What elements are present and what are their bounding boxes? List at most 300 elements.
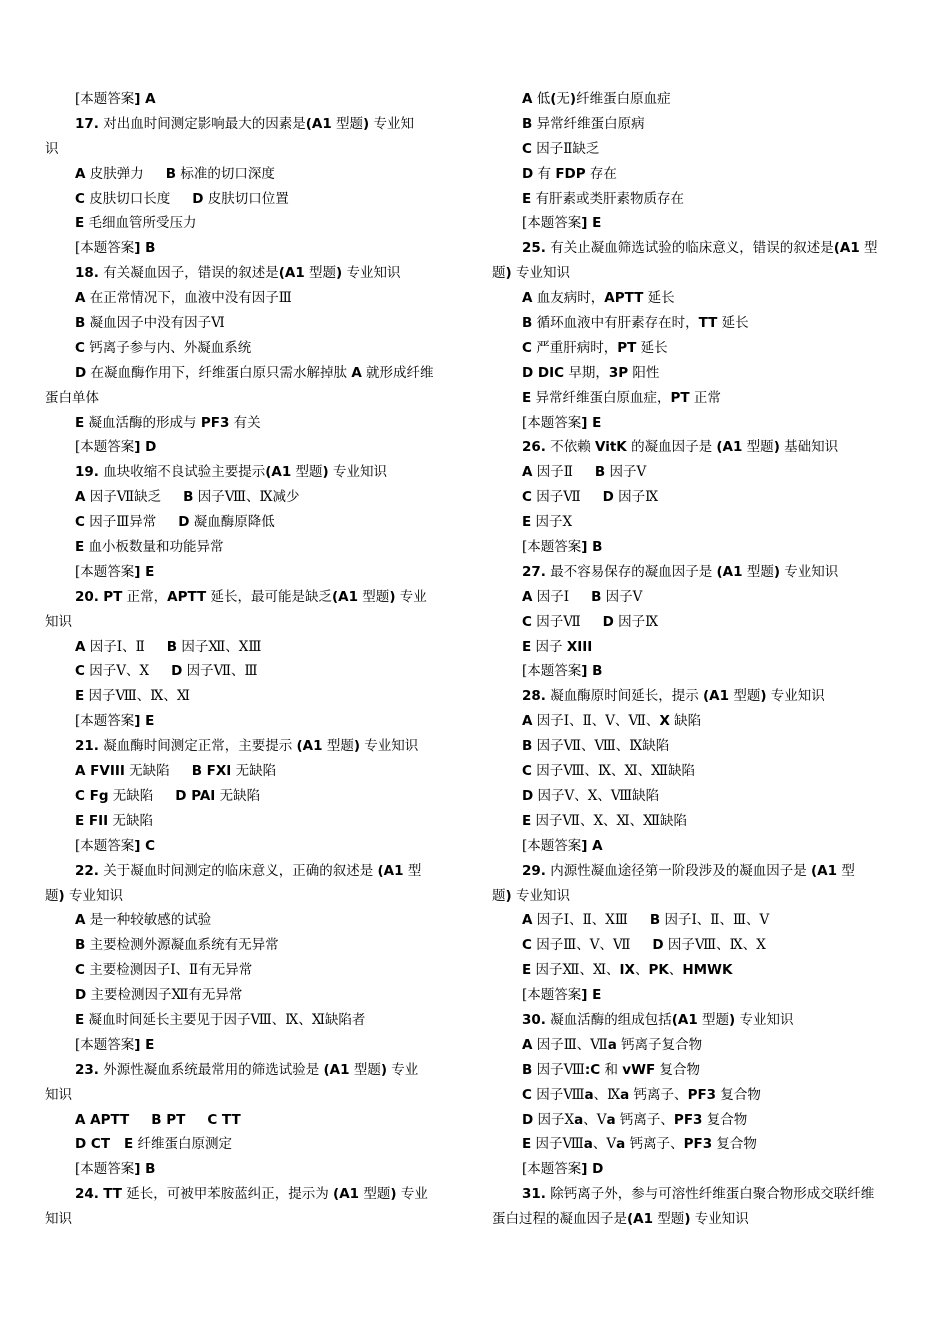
bold-text: C: [522, 140, 532, 157]
text-run: [本题答案: [75, 91, 135, 107]
text-run: 有: [533, 165, 556, 182]
text-line: [492, 1033, 912, 1058]
text-line: [492, 958, 912, 983]
text-run: 外源性凝血系统最常用的筛选试验是: [98, 1061, 324, 1078]
text-run: 早期，: [564, 364, 609, 381]
text-run: 因子Ⅱ缺乏: [531, 140, 600, 157]
text-run: 因子: [531, 638, 567, 655]
text-run: 无缺陷: [108, 812, 153, 829]
text-run: 型: [837, 862, 855, 879]
bold-text: B: [75, 937, 86, 954]
text-run: 有关止凝血筛选试验的临床意义，错误的叙述是: [545, 240, 834, 257]
text-run: 纤维蛋白原测定: [133, 1136, 233, 1153]
bold-text: TT: [698, 315, 718, 332]
text-run: 专业知识: [511, 265, 570, 282]
text-run: 知识: [45, 613, 72, 630]
bold-text: A APTT: [75, 1111, 130, 1128]
text-run: 异常纤维蛋白原病: [532, 115, 645, 132]
bold-text: ): [684, 1211, 691, 1228]
text-line: [45, 859, 465, 884]
bold-text: ): [760, 688, 767, 705]
bold-text: 28.: [522, 688, 546, 705]
text-run: [本题答案: [522, 215, 582, 232]
bold-text: B: [183, 489, 194, 506]
bold-text: C: [522, 613, 532, 630]
text-line: [492, 112, 912, 137]
text-run: [本题答案: [522, 663, 582, 680]
bold-text: ] D: [134, 439, 157, 456]
text-run: 因子Ⅷ、Ⅸ、Ⅺ、Ⅻ缺陷: [531, 763, 696, 780]
bold-text: C: [75, 663, 85, 680]
text-line: [45, 884, 465, 909]
text-line: [45, 983, 465, 1008]
text-run: 皮肤切口长度: [84, 190, 171, 207]
text-line: [492, 884, 912, 909]
text-run: 复合物: [702, 1111, 748, 1128]
bold-text: D PAI: [175, 787, 216, 804]
text-line: [45, 560, 465, 585]
text-run: 因子Ⅰ: [532, 588, 570, 605]
bold-text: 29.: [522, 862, 546, 879]
bold-text: ] E: [581, 215, 602, 232]
bold-text: ] D: [581, 1161, 604, 1178]
text-line: [492, 236, 912, 261]
text-run: 专业: [396, 1186, 428, 1203]
text-run: 型题: [742, 439, 774, 456]
text-line: [492, 834, 912, 859]
bold-text: A: [522, 588, 533, 605]
text-run: [本题答案: [522, 414, 582, 431]
bold-text: A: [75, 638, 86, 655]
text-run: 不依赖: [545, 439, 596, 456]
text-run: 知识: [45, 1211, 72, 1228]
text-line: [45, 336, 465, 361]
bold-text: ): [380, 1061, 387, 1078]
text-line: [492, 1083, 912, 1108]
bold-text: 26.: [522, 439, 546, 456]
text-line: [45, 784, 465, 809]
bold-text: (A1: [833, 240, 860, 257]
bold-text: A: [75, 290, 86, 307]
bold-text: ] E: [581, 414, 602, 431]
bold-text: (A1: [296, 738, 323, 755]
text-run: 正常: [689, 389, 721, 406]
text-line: [492, 460, 912, 485]
text-run: 内源性凝血途径第一阶段涉及的凝血因子是: [545, 862, 812, 879]
bold-text: C: [75, 514, 85, 531]
bold-text: 23.: [75, 1061, 99, 1078]
text-line: [45, 261, 465, 286]
bold-text: E: [75, 414, 85, 431]
bold-text: E: [522, 1136, 532, 1153]
text-run: 凝血酶原降低: [189, 514, 275, 531]
bold-text: B: [594, 464, 606, 481]
text-run: 复合物: [716, 1086, 761, 1103]
bold-text: ] E: [581, 987, 602, 1004]
text-line: [492, 1132, 912, 1157]
bold-text: ] B: [581, 663, 603, 680]
text-run: 和: [600, 1061, 623, 1078]
bold-text: a: [606, 1111, 616, 1128]
text-line: [45, 659, 465, 684]
bold-text: A: [522, 464, 533, 481]
bold-text: A: [75, 912, 86, 929]
bold-text: PF3: [200, 414, 230, 431]
text-run: 无: [556, 91, 570, 107]
text-run: 型题: [349, 1061, 381, 1078]
bold-text: (A1: [333, 1186, 360, 1203]
text-line: [45, 933, 465, 958]
bold-text: E: [522, 389, 532, 406]
bold-text: ): [390, 1186, 397, 1203]
bold-text: ): [505, 265, 512, 282]
text-run: 知识: [45, 1086, 72, 1103]
text-line: [45, 137, 465, 162]
text-run: 因子Ⅴ: [605, 464, 647, 481]
text-run: 毛细血管所受压力: [84, 215, 197, 232]
bold-text: E: [522, 812, 532, 829]
bold-text: ): [773, 563, 780, 580]
text-run: 型: [403, 862, 422, 879]
text-run: [本题答案: [75, 1036, 135, 1053]
bold-text: PT: [617, 339, 637, 356]
text-line: [492, 162, 912, 187]
text-run: 、: [668, 962, 683, 979]
bold-text: XIII: [566, 638, 593, 655]
text-run: 专业知识: [690, 1211, 749, 1228]
bold-text: B: [75, 315, 86, 332]
text-line: [492, 261, 912, 286]
text-line: [45, 1132, 465, 1157]
text-run: 因子Ⅰ、Ⅱ、Ⅴ、Ⅶ、: [532, 713, 660, 730]
bold-text: E: [75, 215, 85, 232]
bold-text: B PT: [151, 1111, 186, 1128]
text-run: 皮肤切口位置: [203, 190, 289, 207]
text-run: 因子Ⅶ、Ⅲ: [182, 663, 258, 680]
text-run: [本题答案: [75, 563, 135, 580]
text-run: 因子Ⅴ、Ⅹ: [84, 663, 150, 680]
text-run: 型题: [331, 115, 364, 132]
text-line: [492, 1157, 912, 1182]
text-line: [45, 834, 465, 859]
text-line: [492, 1058, 912, 1083]
bold-text: (A1: [278, 265, 305, 282]
bold-text: C TT: [207, 1111, 241, 1128]
bold-text: ] A: [581, 837, 603, 854]
text-line: [45, 112, 465, 137]
text-run: [本题答案: [522, 837, 582, 854]
bold-text: ] A: [134, 91, 156, 107]
text-line: [492, 535, 912, 560]
bold-text: 25.: [522, 240, 546, 257]
bold-text: E: [75, 688, 85, 705]
text-run: 专业知: [369, 115, 414, 132]
bold-text: :C: [584, 1061, 601, 1078]
text-run: 因子Ⅹ: [533, 1111, 575, 1128]
bold-text: ] B: [134, 240, 156, 257]
text-run: 是一种较敏感的试验: [85, 912, 212, 929]
text-line: [45, 411, 465, 436]
bold-text: A: [522, 713, 533, 730]
text-run: 因子Ⅷ、Ⅸ减少: [193, 489, 300, 506]
text-run: 因子Ⅶ缺乏: [85, 489, 162, 506]
text-line: [492, 610, 912, 635]
text-run: 就形成纤维: [361, 364, 434, 381]
bold-text: D: [171, 663, 183, 680]
bold-text: A: [75, 489, 86, 506]
bold-text: ): [363, 115, 370, 132]
text-run: 型题: [742, 563, 774, 580]
text-run: [本题答案: [522, 987, 582, 1004]
text-line: [492, 1008, 912, 1033]
bold-text: D: [602, 613, 614, 630]
bold-text: D: [522, 1111, 534, 1128]
text-run: 专业: [395, 588, 427, 605]
text-line: [45, 361, 465, 386]
text-run: 型: [859, 240, 878, 257]
text-run: 阳性: [628, 364, 660, 381]
text-run: [本题答案: [75, 439, 135, 456]
text-line: [45, 709, 465, 734]
text-line: [492, 386, 912, 411]
text-run: 因子Ⅶ: [531, 489, 581, 506]
left-column: [45, 87, 465, 1232]
bold-text: D: [75, 987, 87, 1004]
text-run: 复合物: [655, 1061, 700, 1078]
bold-text: D: [75, 364, 87, 381]
bold-text: A: [351, 364, 362, 381]
text-line: [492, 187, 912, 212]
text-line: [45, 1033, 465, 1058]
bold-text: C: [522, 763, 532, 780]
text-run: 正常，: [122, 588, 168, 605]
bold-text: E FII: [75, 812, 109, 829]
bold-text: IX: [619, 962, 635, 979]
text-run: 凝血酶原时间延长，提示: [545, 688, 704, 705]
text-run: 标准的切口深度: [176, 165, 275, 182]
bold-text: a: [583, 1136, 593, 1153]
text-run: 复合物: [712, 1136, 757, 1153]
text-line: [492, 485, 912, 510]
text-run: 凝血因子中没有因子Ⅵ: [85, 315, 225, 332]
bold-text: D CT: [75, 1136, 111, 1153]
text-line: [45, 485, 465, 510]
text-run: 因子Ⅶ、Ⅷ、Ⅸ缺陷: [532, 738, 670, 755]
text-line: [492, 435, 912, 460]
bold-text: C Fg: [75, 787, 109, 804]
text-line: [45, 535, 465, 560]
bold-text: 18.: [75, 265, 99, 282]
text-run: 延长，最可能是缺乏: [206, 588, 332, 605]
bold-text: C: [75, 190, 85, 207]
bold-text: ): [569, 91, 577, 107]
bold-text: PT: [670, 389, 690, 406]
bold-text: D: [652, 937, 664, 954]
text-run: 因子Ⅶ: [531, 613, 581, 630]
text-line: [45, 1008, 465, 1033]
text-run: 低: [532, 91, 551, 107]
bold-text: ] B: [581, 539, 603, 556]
text-run: 型题: [653, 1211, 685, 1228]
bold-text: ): [336, 265, 343, 282]
bold-text: a: [574, 1111, 584, 1128]
bold-text: (A1: [716, 439, 743, 456]
bold-text: ): [58, 887, 65, 904]
bold-text: D: [522, 787, 534, 804]
text-line: [492, 361, 912, 386]
bold-text: (A1: [811, 862, 838, 879]
text-line: [45, 1058, 465, 1083]
bold-text: PF3: [673, 1111, 703, 1128]
bold-text: B: [522, 738, 533, 755]
text-line: [492, 759, 912, 784]
text-line: [45, 286, 465, 311]
bold-text: (A1: [332, 588, 359, 605]
bold-text: TT: [103, 1186, 122, 1203]
text-line: [45, 1157, 465, 1182]
text-run: 题: [492, 887, 506, 904]
text-line: [492, 336, 912, 361]
text-run: 无缺陷: [231, 763, 277, 780]
bold-text: VitK: [595, 439, 627, 456]
text-line: [492, 560, 912, 585]
text-line: [45, 958, 465, 983]
bold-text: ] C: [134, 837, 156, 854]
text-run: 延长: [643, 290, 675, 307]
text-line: [492, 684, 912, 709]
text-run: 无缺陷: [108, 787, 154, 804]
text-run: 专业知识: [780, 563, 839, 580]
text-line: [492, 859, 912, 884]
text-run: 有关: [229, 414, 261, 431]
bold-text: A FVIII: [75, 763, 125, 780]
bold-text: 31.: [522, 1186, 546, 1203]
text-line: [492, 635, 912, 660]
bold-text: E: [522, 514, 532, 531]
bold-text: B: [522, 115, 533, 132]
bold-text: C: [75, 962, 85, 979]
text-line: [45, 585, 465, 610]
text-run: 除钙离子外，参与可溶性纤维蛋白聚合物形成交联纤维: [545, 1186, 875, 1203]
text-run: 型题: [291, 464, 323, 481]
text-run: 因子Ⅴ: [601, 588, 643, 605]
text-run: 、Ⅴ: [583, 1111, 607, 1128]
text-line: [492, 734, 912, 759]
text-run: 专业知识: [342, 265, 401, 282]
bold-text: ): [729, 1011, 736, 1028]
bold-text: PF3: [687, 1086, 717, 1103]
text-line: [492, 809, 912, 834]
text-line: [45, 386, 465, 411]
text-line: [45, 1182, 465, 1207]
bold-text: a: [620, 1086, 630, 1103]
bold-text: (A1: [323, 1061, 350, 1078]
text-run: 有肝素或类肝素物质存在: [531, 190, 685, 207]
text-run: 因子Ⅲ异常: [84, 514, 157, 531]
bold-text: X: [659, 713, 670, 730]
text-run: 凝血酶时间测定正常，主要提示: [98, 738, 297, 755]
text-line: [492, 585, 912, 610]
text-run: 因子Ⅹ: [531, 514, 573, 531]
text-line: [492, 411, 912, 436]
text-run: [本题答案: [522, 539, 582, 556]
text-run: 型题: [304, 265, 337, 282]
right-column: [492, 87, 912, 1232]
text-run: 循环血液中有肝素存在时，: [532, 315, 699, 332]
text-line: [492, 933, 912, 958]
text-run: 型题: [729, 688, 761, 705]
text-run: 专业: [387, 1061, 419, 1078]
text-run: [本题答案: [75, 240, 135, 257]
bold-text: APTT: [604, 290, 644, 307]
text-run: 专业知识: [328, 464, 387, 481]
text-run: 凝血活酶的组成包括: [545, 1011, 672, 1028]
text-run: [本题答案: [75, 713, 135, 730]
text-run: 专业知识: [511, 887, 570, 904]
bold-text: B: [165, 165, 177, 182]
text-line: [45, 162, 465, 187]
text-run: 因子Ⅰ、Ⅱ: [85, 638, 145, 655]
text-line: [492, 311, 912, 336]
bold-text: ] B: [134, 1161, 156, 1178]
text-run: 型题: [358, 588, 390, 605]
bold-text: D: [522, 165, 534, 182]
text-line: [45, 684, 465, 709]
text-line: [492, 211, 912, 236]
bold-text: ): [353, 738, 360, 755]
bold-text: 27.: [522, 563, 546, 580]
bold-text: E: [522, 638, 532, 655]
text-line: [45, 435, 465, 460]
text-run: 专业知识: [766, 688, 825, 705]
bold-text: 20.: [75, 588, 99, 605]
bold-text: HMWK: [682, 962, 733, 979]
bold-text: FDP: [555, 165, 586, 182]
text-run: 延长: [717, 315, 749, 332]
text-run: 纤维蛋白原血症: [576, 91, 671, 107]
bold-text: (A1: [627, 1211, 654, 1228]
bold-text: B: [522, 1061, 533, 1078]
bold-text: (A1: [703, 688, 730, 705]
text-run: 型题: [359, 1186, 391, 1203]
bold-text: ] E: [134, 713, 155, 730]
text-line: [492, 1207, 912, 1232]
bold-text: D DIC: [522, 364, 565, 381]
text-line: [492, 87, 912, 112]
bold-text: D: [602, 489, 614, 506]
text-line: [45, 510, 465, 535]
bold-text: 24.: [75, 1186, 99, 1203]
bold-text: B: [166, 638, 178, 655]
bold-text: C: [522, 937, 532, 954]
bold-text: A: [522, 912, 533, 929]
text-run: 对出血时间测定影响最大的因素是: [98, 115, 306, 132]
text-run: 因子Ⅱ: [532, 464, 573, 481]
text-run: 专业知识: [360, 738, 419, 755]
text-line: [492, 983, 912, 1008]
text-run: 因子Ⅸ: [613, 613, 659, 630]
bold-text: 21.: [75, 738, 99, 755]
text-run: 主要检测因子Ⅰ、Ⅱ有无异常: [84, 962, 253, 979]
bold-text: (: [550, 91, 557, 107]
text-run: 因子Ⅲ、Ⅶ: [532, 1036, 608, 1053]
text-run: 型题: [322, 738, 354, 755]
text-line: [45, 1207, 465, 1232]
bold-text: E: [75, 539, 85, 556]
text-line: [45, 734, 465, 759]
text-line: [45, 211, 465, 236]
bold-text: vWF: [622, 1061, 656, 1078]
